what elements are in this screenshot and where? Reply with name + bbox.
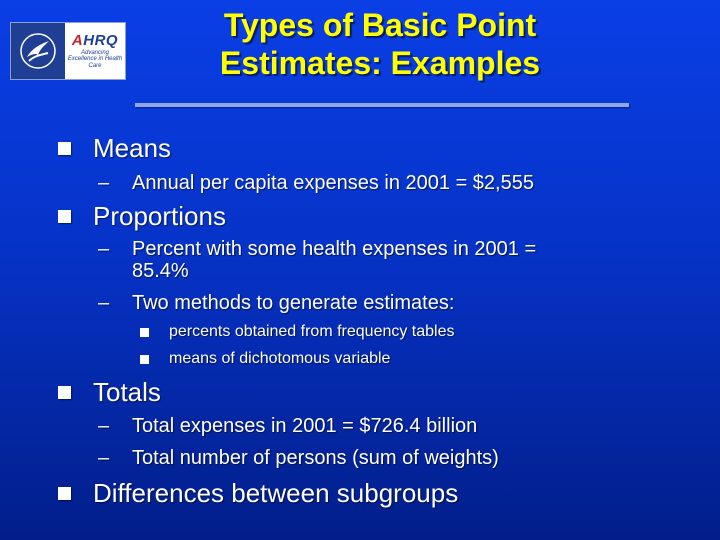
bullet-totals-label: Totals <box>93 377 161 407</box>
bullet-differences <box>58 478 458 508</box>
bullet-proportions <box>58 201 226 231</box>
sub-sub-bullet-1-text: percents obtained from frequency tables <box>169 323 455 340</box>
dash-glyph: – <box>98 292 110 314</box>
sub-bullet-means-1-text: Annual per capita expenses in 2001 = $2,555 <box>132 172 534 194</box>
bullet-square-icon <box>58 487 71 500</box>
sub-sub-bullet-2-text: means of dichotomous variable <box>169 350 391 367</box>
sub-bullet-totals-2 <box>98 447 499 469</box>
sub-sub-bullet-1 <box>140 322 455 342</box>
bullet-square-icon <box>58 142 71 155</box>
sub-bullet-totals-1-text: Total expenses in 2001 = $726.4 billion <box>132 415 478 437</box>
bullet-means <box>58 133 171 163</box>
dash-glyph: – <box>98 172 110 194</box>
dash-glyph: – <box>98 447 110 469</box>
bullet-means-label: Means <box>93 133 172 163</box>
sub-bullet-proportions-1-line-2: 85.4% <box>132 260 189 282</box>
slide-title-line-2: Estimates: Examples <box>219 45 541 81</box>
sub-bullet-proportions-1 <box>98 238 536 282</box>
bullet-square-icon <box>140 328 149 337</box>
bullet-proportions-label: Proportions <box>93 201 226 231</box>
bullet-square-icon <box>58 386 71 399</box>
sub-bullet-proportions-1-text <box>132 238 536 282</box>
ahrq-tagline: Advancing Excellence in Health Care <box>67 49 123 69</box>
bullet-totals <box>58 377 161 407</box>
sub-bullet-totals-1 <box>98 415 477 437</box>
sub-bullet-means-1 <box>98 172 534 194</box>
sub-bullet-proportions-1-line-1: Percent with some health expenses in 2001 = <box>132 238 537 260</box>
dash-glyph: – <box>98 238 110 260</box>
sub-sub-bullet-2 <box>140 349 390 369</box>
bullet-differences-label: Differences between subgroups <box>93 478 459 508</box>
bullet-square-icon <box>58 210 71 223</box>
ahrq-wordmark-text: AHRQ <box>71 31 119 49</box>
sub-bullet-proportions-2 <box>98 292 454 314</box>
bullet-square-icon <box>140 355 149 364</box>
sub-bullet-totals-2-text: Total number of persons (sum of weights) <box>132 447 499 469</box>
sub-bullet-proportions-2-text: Two methods to generate estimates: <box>132 292 455 314</box>
dash-glyph: – <box>98 415 110 437</box>
slide-title-line-1: Types of Basic Point <box>223 7 537 43</box>
